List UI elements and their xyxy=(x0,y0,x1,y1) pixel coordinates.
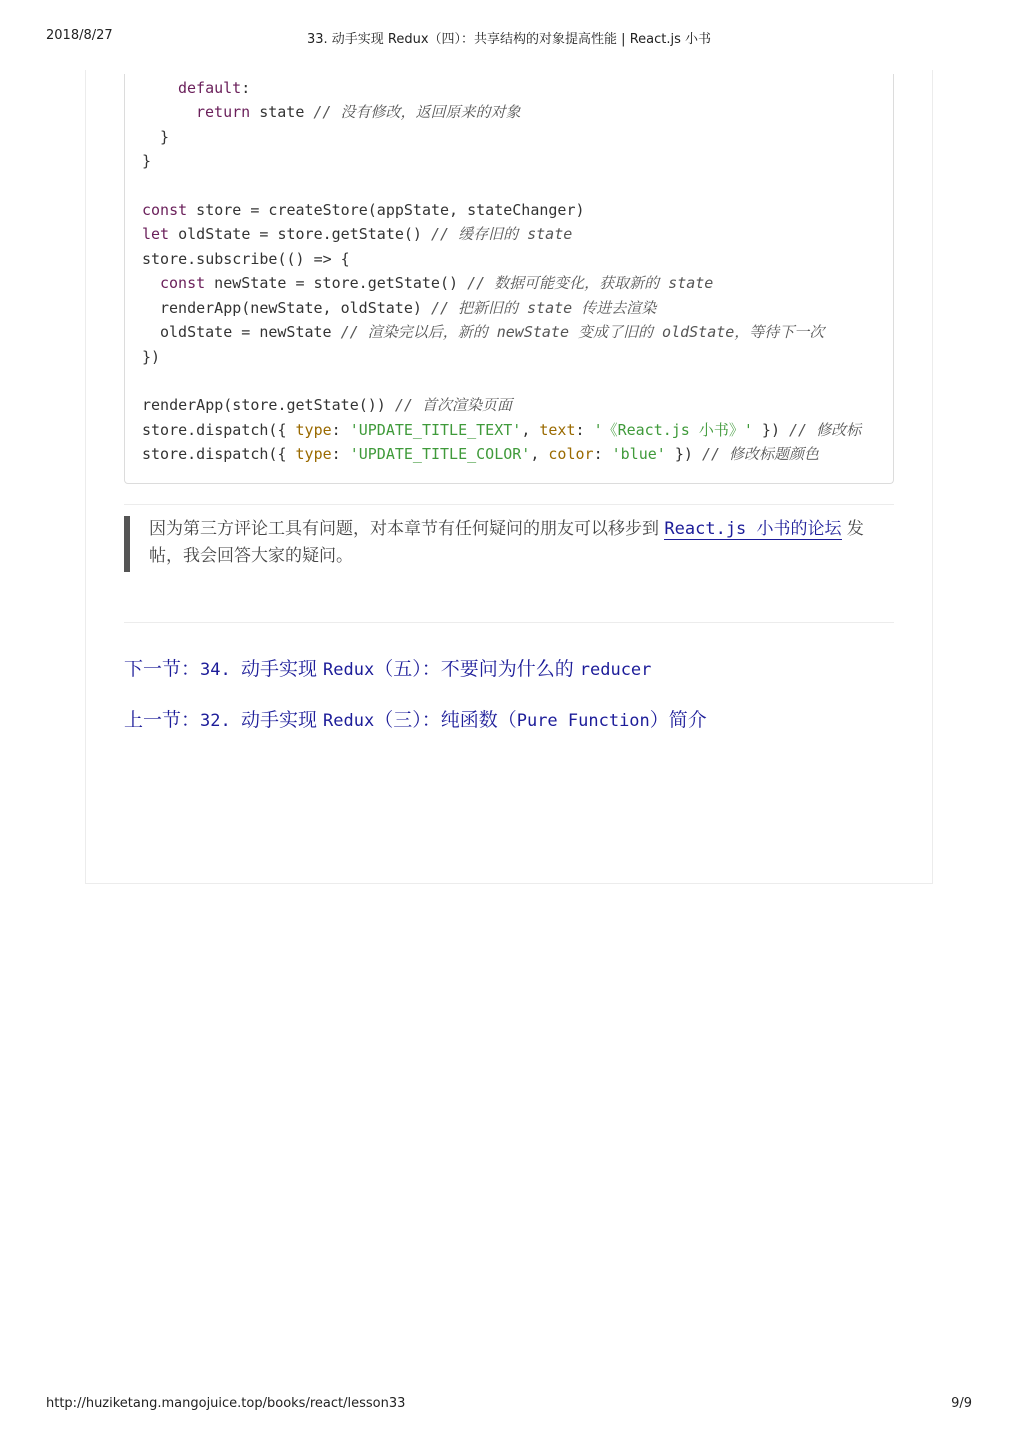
code-text: store.dispatch({ xyxy=(142,421,296,439)
code-text: : xyxy=(331,445,350,463)
code-text: newState = store.getState() xyxy=(205,274,468,292)
code-keyword: const xyxy=(142,201,188,219)
next-label: 下一节： xyxy=(124,658,201,680)
code-string: 'blue' xyxy=(611,445,666,463)
code-text: store.subscribe(() => { xyxy=(142,250,350,268)
prev-label: 上一节： xyxy=(124,709,201,731)
code-property: color xyxy=(548,445,594,463)
code-line xyxy=(142,443,819,465)
code-text: store = createStore(appState, stateChanger) xyxy=(187,201,585,219)
code-comment: // 渲染完以后，新的 newState 变成了旧的 oldState，等待下一次 xyxy=(340,323,825,341)
prev-title-code: Redux xyxy=(323,711,375,731)
next-title: 动手实现 xyxy=(240,658,324,680)
next-title-code: reducer xyxy=(579,660,652,680)
divider xyxy=(124,504,894,505)
code-line xyxy=(142,248,350,270)
print-header xyxy=(0,28,1018,48)
code-property: text xyxy=(539,421,576,439)
code-text: } xyxy=(160,128,170,146)
code-text: state xyxy=(250,103,314,121)
code-comment: // 首次渲染页面 xyxy=(394,396,512,414)
code-comment: // 缓存旧的 state xyxy=(431,225,573,243)
code-line xyxy=(142,321,824,343)
code-comment: // 修改标 xyxy=(789,421,862,439)
code-property: type xyxy=(295,445,332,463)
forum-link[interactable]: React.js 小书的论坛 xyxy=(664,519,842,539)
next-title: （五）：不要问为什么的 xyxy=(374,658,580,680)
notice-text: 发帖，我会回答大家的疑问。 xyxy=(149,519,864,566)
code-text: : xyxy=(593,445,612,463)
code-line xyxy=(142,150,151,172)
code-line xyxy=(142,272,713,294)
code-text: }) xyxy=(752,421,790,439)
code-text: : xyxy=(241,79,251,97)
next-lesson-link[interactable] xyxy=(124,655,651,683)
code-text: renderApp(newState, oldState) xyxy=(160,299,431,317)
code-property: type xyxy=(295,421,332,439)
print-footer xyxy=(0,1396,1018,1416)
prev-title: ）简介 xyxy=(649,709,707,731)
code-keyword: let xyxy=(142,225,170,243)
code-keyword: const xyxy=(160,274,206,292)
code-text: : xyxy=(331,421,350,439)
code-string: 'UPDATE_TITLE_TEXT' xyxy=(349,421,522,439)
code-line xyxy=(142,297,656,319)
print-url: http://huziketang.mangojuice.top/books/react/lesson33 xyxy=(46,1396,406,1411)
print-title: 33. 动手实现 Redux（四）：共享结构的对象提高性能 | React.js 小书 xyxy=(306,32,712,47)
page-number: 9/9 xyxy=(951,1396,972,1411)
code-string: 'UPDATE_TITLE_COLOR' xyxy=(349,445,531,463)
code-text: renderApp(store.getState()) xyxy=(142,396,395,414)
code-line xyxy=(142,394,512,416)
code-line xyxy=(142,77,250,99)
code-line xyxy=(142,101,521,123)
code-line xyxy=(142,199,585,221)
comment-notice xyxy=(124,516,894,572)
print-date: 2018/8/27 xyxy=(46,28,113,43)
next-number: 34. xyxy=(200,660,241,680)
prev-title: （三）：纯函数（ xyxy=(374,709,517,731)
prev-lesson-link[interactable] xyxy=(124,706,707,734)
code-line xyxy=(142,346,160,368)
code-text: : xyxy=(575,421,594,439)
code-text: }) xyxy=(665,445,702,463)
code-text: store.dispatch({ xyxy=(142,445,296,463)
prev-title-code: Pure Function xyxy=(516,711,650,731)
code-text: , xyxy=(521,421,540,439)
code-comment: // 没有修改，返回原来的对象 xyxy=(313,103,521,121)
prev-title: 动手实现 xyxy=(240,709,324,731)
code-line xyxy=(142,126,169,148)
prev-number: 32. xyxy=(200,711,241,731)
code-keyword: default xyxy=(178,79,242,97)
code-block xyxy=(124,74,894,484)
code-text: , xyxy=(530,445,549,463)
code-keyword: return xyxy=(196,103,251,121)
code-comment: // 修改标题颜色 xyxy=(701,445,820,463)
next-title-code: Redux xyxy=(323,660,375,680)
code-text: } xyxy=(142,152,152,170)
code-text: oldState = store.getState() xyxy=(169,225,431,243)
code-line xyxy=(142,419,861,441)
code-text: }) xyxy=(142,348,161,366)
code-string: '《React.js 小书》' xyxy=(593,421,753,439)
code-comment: // 数据可能变化，获取新的 state xyxy=(467,274,714,292)
divider xyxy=(124,622,894,623)
code-text: oldState = newState xyxy=(160,323,341,341)
notice-text: 因为第三方评论工具有问题，对本章节有任何疑问的朋友可以移步到 xyxy=(149,519,665,539)
code-line xyxy=(142,223,572,245)
code-comment: // 把新旧的 state 传进去渲染 xyxy=(430,299,657,317)
